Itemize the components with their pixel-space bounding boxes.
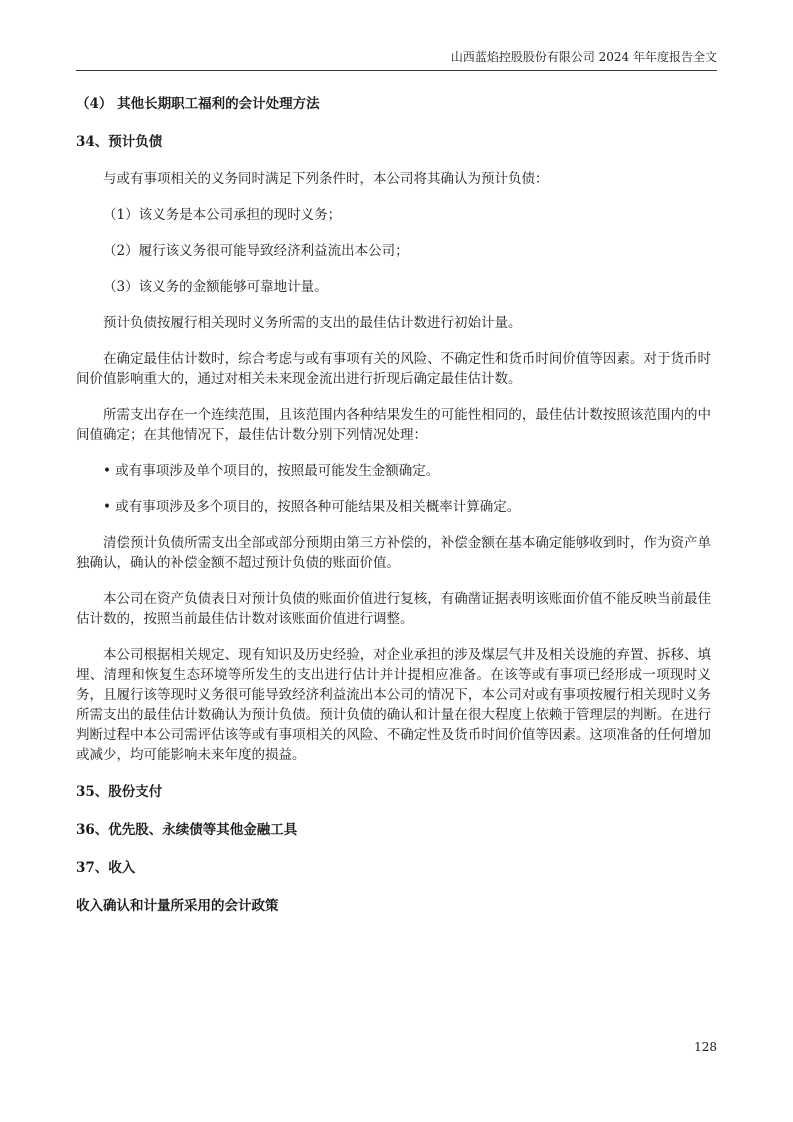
paragraph: 本公司在资产负债表日对预计负债的账面价值进行复核，有确凿证据表明该账面价值不能反映当前最佳估计数的，按照当前最佳估计数对该账面价值进行调整。 bbox=[76, 591, 711, 627]
heading-share-based-payment: 35、股份支付 bbox=[76, 784, 163, 800]
paragraph: 清偿预计负债所需支出全部或部分预期由第三方补偿的，补偿金额在基本确定能够收到时，作为资产单独确认，确认的补偿金额不超过预计负债的账面价值。 bbox=[76, 535, 711, 571]
paragraph: （3）该义务的金额能够可靠地计量。 bbox=[103, 279, 328, 295]
bullet-item: • 或有事项涉及多个项目的，按照各种可能结果及相关概率计算确定。 bbox=[103, 499, 521, 515]
page-header bbox=[76, 50, 717, 71]
paragraph: 预计负债按履行相关现时义务所需的支出的最佳估计数进行初始计量。 bbox=[103, 315, 522, 331]
heading-revenue-policy: 收入确认和计量所采用的会计政策 bbox=[76, 898, 279, 914]
heading-other-financial-instruments: 36、优先股、永续债等其他金融工具 bbox=[76, 822, 298, 838]
page-number: 128 bbox=[694, 1040, 717, 1054]
document-body bbox=[76, 93, 711, 933]
paragraph: 所需支出存在一个连续范围，且该范围内各种结果发生的可能性相同的，最佳估计数按照该范围内的中间值确定；在其他情况下，最佳估计数分别下列情况处理： bbox=[76, 407, 711, 443]
header-title: 山西蓝焰控股股份有限公司 2024 年年度报告全文 bbox=[450, 50, 717, 64]
paragraph: 本公司根据相关规定、现有知识及历史经验，对企业承担的涉及煤层气井及相关设施的弃置、拆移、填埋、清理和恢复生态环境等所发生的支出进行估计并计提相应准备。在该等或有事项已经形成一项现时义务，且履行该等现时义务很可能导致经济利益流出本公司的情况下，本公司对或有事项按履行相关现时义务所需支出的最佳估计数确认为预计负债。预计负债的确认和计量在很大程度上依赖于管理层的判断。在进行判断过程中本公司需评估该等或有事项相关的风险、不确定性及货币时间价值等因素。这项准备的任何增加或减少，均可能影响未来年度的损益。 bbox=[76, 647, 711, 763]
heading-provisions: 34、预计负债 bbox=[76, 134, 163, 150]
heading-other-long-term-benefits: （4） 其他长期职工福利的会计处理方法 bbox=[76, 96, 320, 112]
paragraph: 在确定最佳估计数时，综合考虑与或有事项有关的风险、不确定性和货币时间价值等因素。对于货币时间价值影响重大的，通过对相关未来现金流出进行折现后确定最佳估计数。 bbox=[76, 351, 711, 387]
bullet-item: • 或有事项涉及单个项目的，按照最可能发生金额确定。 bbox=[103, 463, 440, 479]
heading-revenue: 37、收入 bbox=[76, 860, 136, 876]
paragraph: （2）履行该义务很可能导致经济利益流出本公司； bbox=[103, 243, 409, 259]
paragraph: （1）该义务是本公司承担的现时义务； bbox=[103, 207, 342, 223]
paragraph: 与或有事项相关的义务同时满足下列条件时，本公司将其确认为预计负债： bbox=[103, 171, 549, 187]
